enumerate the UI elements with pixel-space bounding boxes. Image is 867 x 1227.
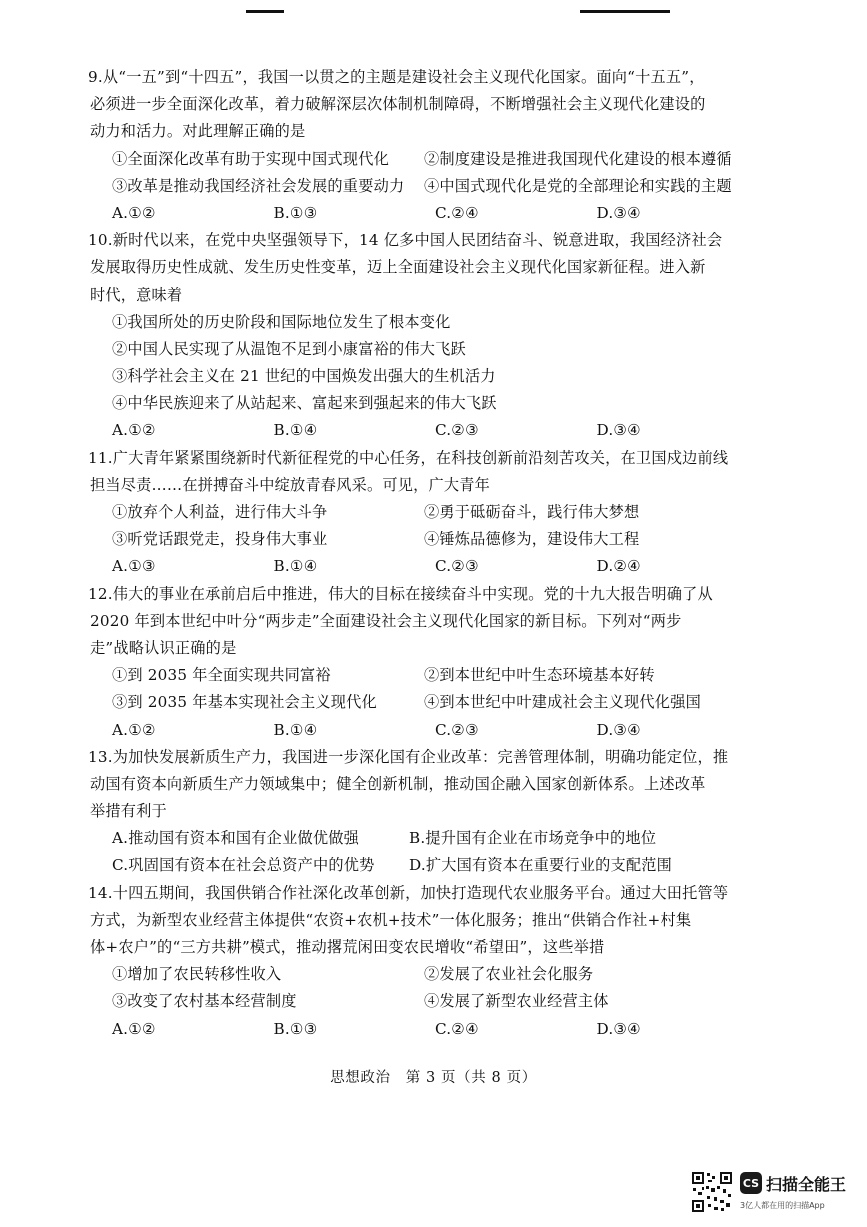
answer-choice: C.②③ [435, 720, 479, 739]
question-stem-line: 担当尽责……在拼搏奋斗中绽放青春风采。可见，广大青年 [90, 475, 491, 494]
question-10 [90, 227, 758, 445]
answer-choice: C.②④ [435, 1019, 479, 1038]
statement-option: ④中国式现代化是党的全部理论和实践的主题 [424, 176, 732, 195]
question-stem-line: 11.广大青年紧紧围绕新时代新征程党的中心任务，在科技创新前沿刻苦攻关，在卫国戍边前线 [88, 448, 729, 467]
answer-choices [90, 417, 758, 444]
question-stem-line: 必须进一步全面深化改革，着力破解深层次体制机制障碍，不断增强社会主义现代化建设的 [90, 95, 706, 114]
answer-choice: B.提升国有企业在市场竞争中的地位 [409, 829, 657, 848]
statement-option: ②制度建设是推进我国现代化建设的根本遵循 [424, 149, 732, 168]
option-row [90, 499, 758, 526]
question-stem-line: 9.从“一五”到“十四五”，我国一以贯之的主题是建设社会主义现代化国家。面向“十五五”， [88, 68, 705, 86]
statement-option: ③到 2035 年基本实现社会主义现代化 [112, 693, 377, 712]
question-stem-line: 体+农户”的“三方共耕”模式，推动撂荒闲田变农民增收“希望田”，这些举措 [90, 938, 605, 956]
answer-choices [90, 200, 758, 227]
answer-choice: D.③④ [596, 720, 641, 739]
answer-choice: D.②④ [596, 557, 641, 576]
camscanner-logo: CS [740, 1172, 762, 1194]
qr-code-icon [690, 1170, 734, 1214]
brand-name: 扫描全能王 [766, 1175, 847, 1194]
answer-choice: C.②④ [435, 203, 479, 222]
statement-option: ③听党话跟党走，投身伟大事业 [112, 530, 328, 549]
statement-option: ②到本世纪中叶生态环境基本好转 [424, 666, 655, 685]
question-stem-line: 动力和活力。对此理解正确的是 [90, 122, 306, 141]
page-footer: 思想政治 第 3 页（共 8 页） [330, 1070, 537, 1086]
question-stem-line: 举措有利于 [90, 802, 167, 821]
answer-choice: C.②③ [435, 557, 479, 576]
statement-option: ②勇于砥砺奋斗，践行伟大梦想 [424, 503, 640, 521]
question-stem-line: 14.十四五期间，我国供销合作社深化改革创新，加快打造现代农业服务平台。通过大田托管等 [88, 883, 729, 902]
statement-option: ①我国所处的历史阶段和国际地位发生了根本变化 [112, 312, 451, 331]
statement-option: ④到本世纪中叶建成社会主义现代化强国 [424, 693, 701, 712]
statement-option: ④中华民族迎来了从站起来、富起来到强起来的伟大飞跃 [112, 394, 497, 413]
option-row [90, 173, 758, 200]
answer-choice: D.③④ [596, 1019, 641, 1038]
option-row [90, 526, 758, 553]
answer-choice: A.推动国有资本和国有企业做优做强 [112, 829, 360, 848]
question-stem-line: 2020 年到本世纪中叶分“两步走”全面建设社会主义现代化国家的新目标。下列对“两步 [90, 611, 682, 630]
answer-choice: C.巩固国有资本在社会总资产中的优势 [112, 856, 375, 875]
answer-choice: B.①③ [273, 1019, 318, 1038]
option-row [90, 146, 758, 173]
statement-option: ①全面深化改革有助于实现中国式现代化 [112, 149, 389, 168]
brand-tagline: 3亿人都在用的扫描App [740, 1201, 825, 1210]
answer-choice: D.扩大国有资本在重要行业的支配范围 [409, 856, 673, 875]
statement-option: ④发展了新型农业经营主体 [424, 992, 609, 1011]
statement-option: ①增加了农民转移性收入 [112, 965, 282, 984]
question-9 [90, 64, 758, 227]
answer-choice: B.①③ [273, 203, 318, 222]
exam-content [90, 64, 758, 1043]
question-11 [90, 445, 758, 581]
option-row [90, 852, 758, 879]
statement-option: ①到 2035 年全面实现共同富裕 [112, 666, 331, 685]
answer-choice: A.①② [112, 203, 156, 222]
question-stem-line: 13.为加快发展新质生产力，我国进一步深化国有企业改革：完善管理体制，明确功能定位，推 [88, 747, 729, 766]
top-rule-left [246, 10, 284, 13]
option-row [90, 988, 758, 1015]
statement-option: ③改变了农村基本经营制度 [112, 992, 297, 1011]
option-row [90, 961, 758, 988]
question-stem-line: 时代，意味着 [90, 285, 183, 304]
statement-option: ②发展了农业社会化服务 [424, 965, 594, 984]
top-rule-right [580, 10, 670, 13]
answer-choice: C.②③ [435, 421, 479, 440]
question-stem-line: 走”战略认识正确的是 [90, 638, 237, 657]
answer-choice: D.③④ [596, 421, 641, 440]
statement-option: ③改革是推动我国经济社会发展的重要动力 [112, 176, 405, 195]
answer-choice: B.①④ [273, 557, 318, 576]
option-row [90, 662, 758, 689]
question-12 [90, 581, 758, 744]
question-14 [90, 880, 758, 1043]
answer-choices [90, 717, 758, 744]
answer-choice: B.①④ [273, 421, 318, 440]
statement-option: ④锤炼品德修为，建设伟大工程 [424, 530, 640, 549]
option-row [90, 825, 758, 852]
answer-choice: A.①③ [112, 557, 156, 576]
statement-option: ①放弃个人利益，进行伟大斗争 [112, 503, 328, 521]
question-13 [90, 744, 758, 880]
answer-choice: B.①④ [273, 720, 318, 739]
question-stem-line: 动国有资本向新质生产力领域集中；健全创新机制，推动国企融入国家创新体系。上述改革 [90, 774, 706, 793]
scanner-watermark [690, 1170, 860, 1220]
question-stem-line: 方式，为新型农业经营主体提供“农资+农机+技术”一体化服务；推出“供销合作社+村集 [90, 910, 692, 929]
answer-choices [90, 1016, 758, 1043]
answer-choice: A.①② [112, 720, 156, 739]
statement-option: ②中国人民实现了从温饱不足到小康富裕的伟大飞跃 [112, 339, 466, 358]
answer-choice: D.③④ [596, 203, 641, 222]
answer-choice: A.①② [112, 421, 156, 440]
option-row [90, 689, 758, 716]
question-stem-line: 发展取得历史性成就、发生历史性变革，迈上全面建设社会主义现代化国家新征程。进入新 [90, 258, 706, 277]
answer-choice: A.①② [112, 1019, 156, 1038]
question-stem-line: 12.伟大的事业在承前启后中推进，伟大的目标在接续奋斗中实现。党的十九大报告明确了从 [88, 584, 713, 603]
statement-option: ③科学社会主义在 21 世纪的中国焕发出强大的生机活力 [112, 367, 496, 386]
answer-choices [90, 553, 758, 580]
question-stem-line: 10.新时代以来，在党中央坚强领导下，14 亿多中国人民团结奋斗、锐意进取，我国经济社会 [88, 231, 723, 250]
